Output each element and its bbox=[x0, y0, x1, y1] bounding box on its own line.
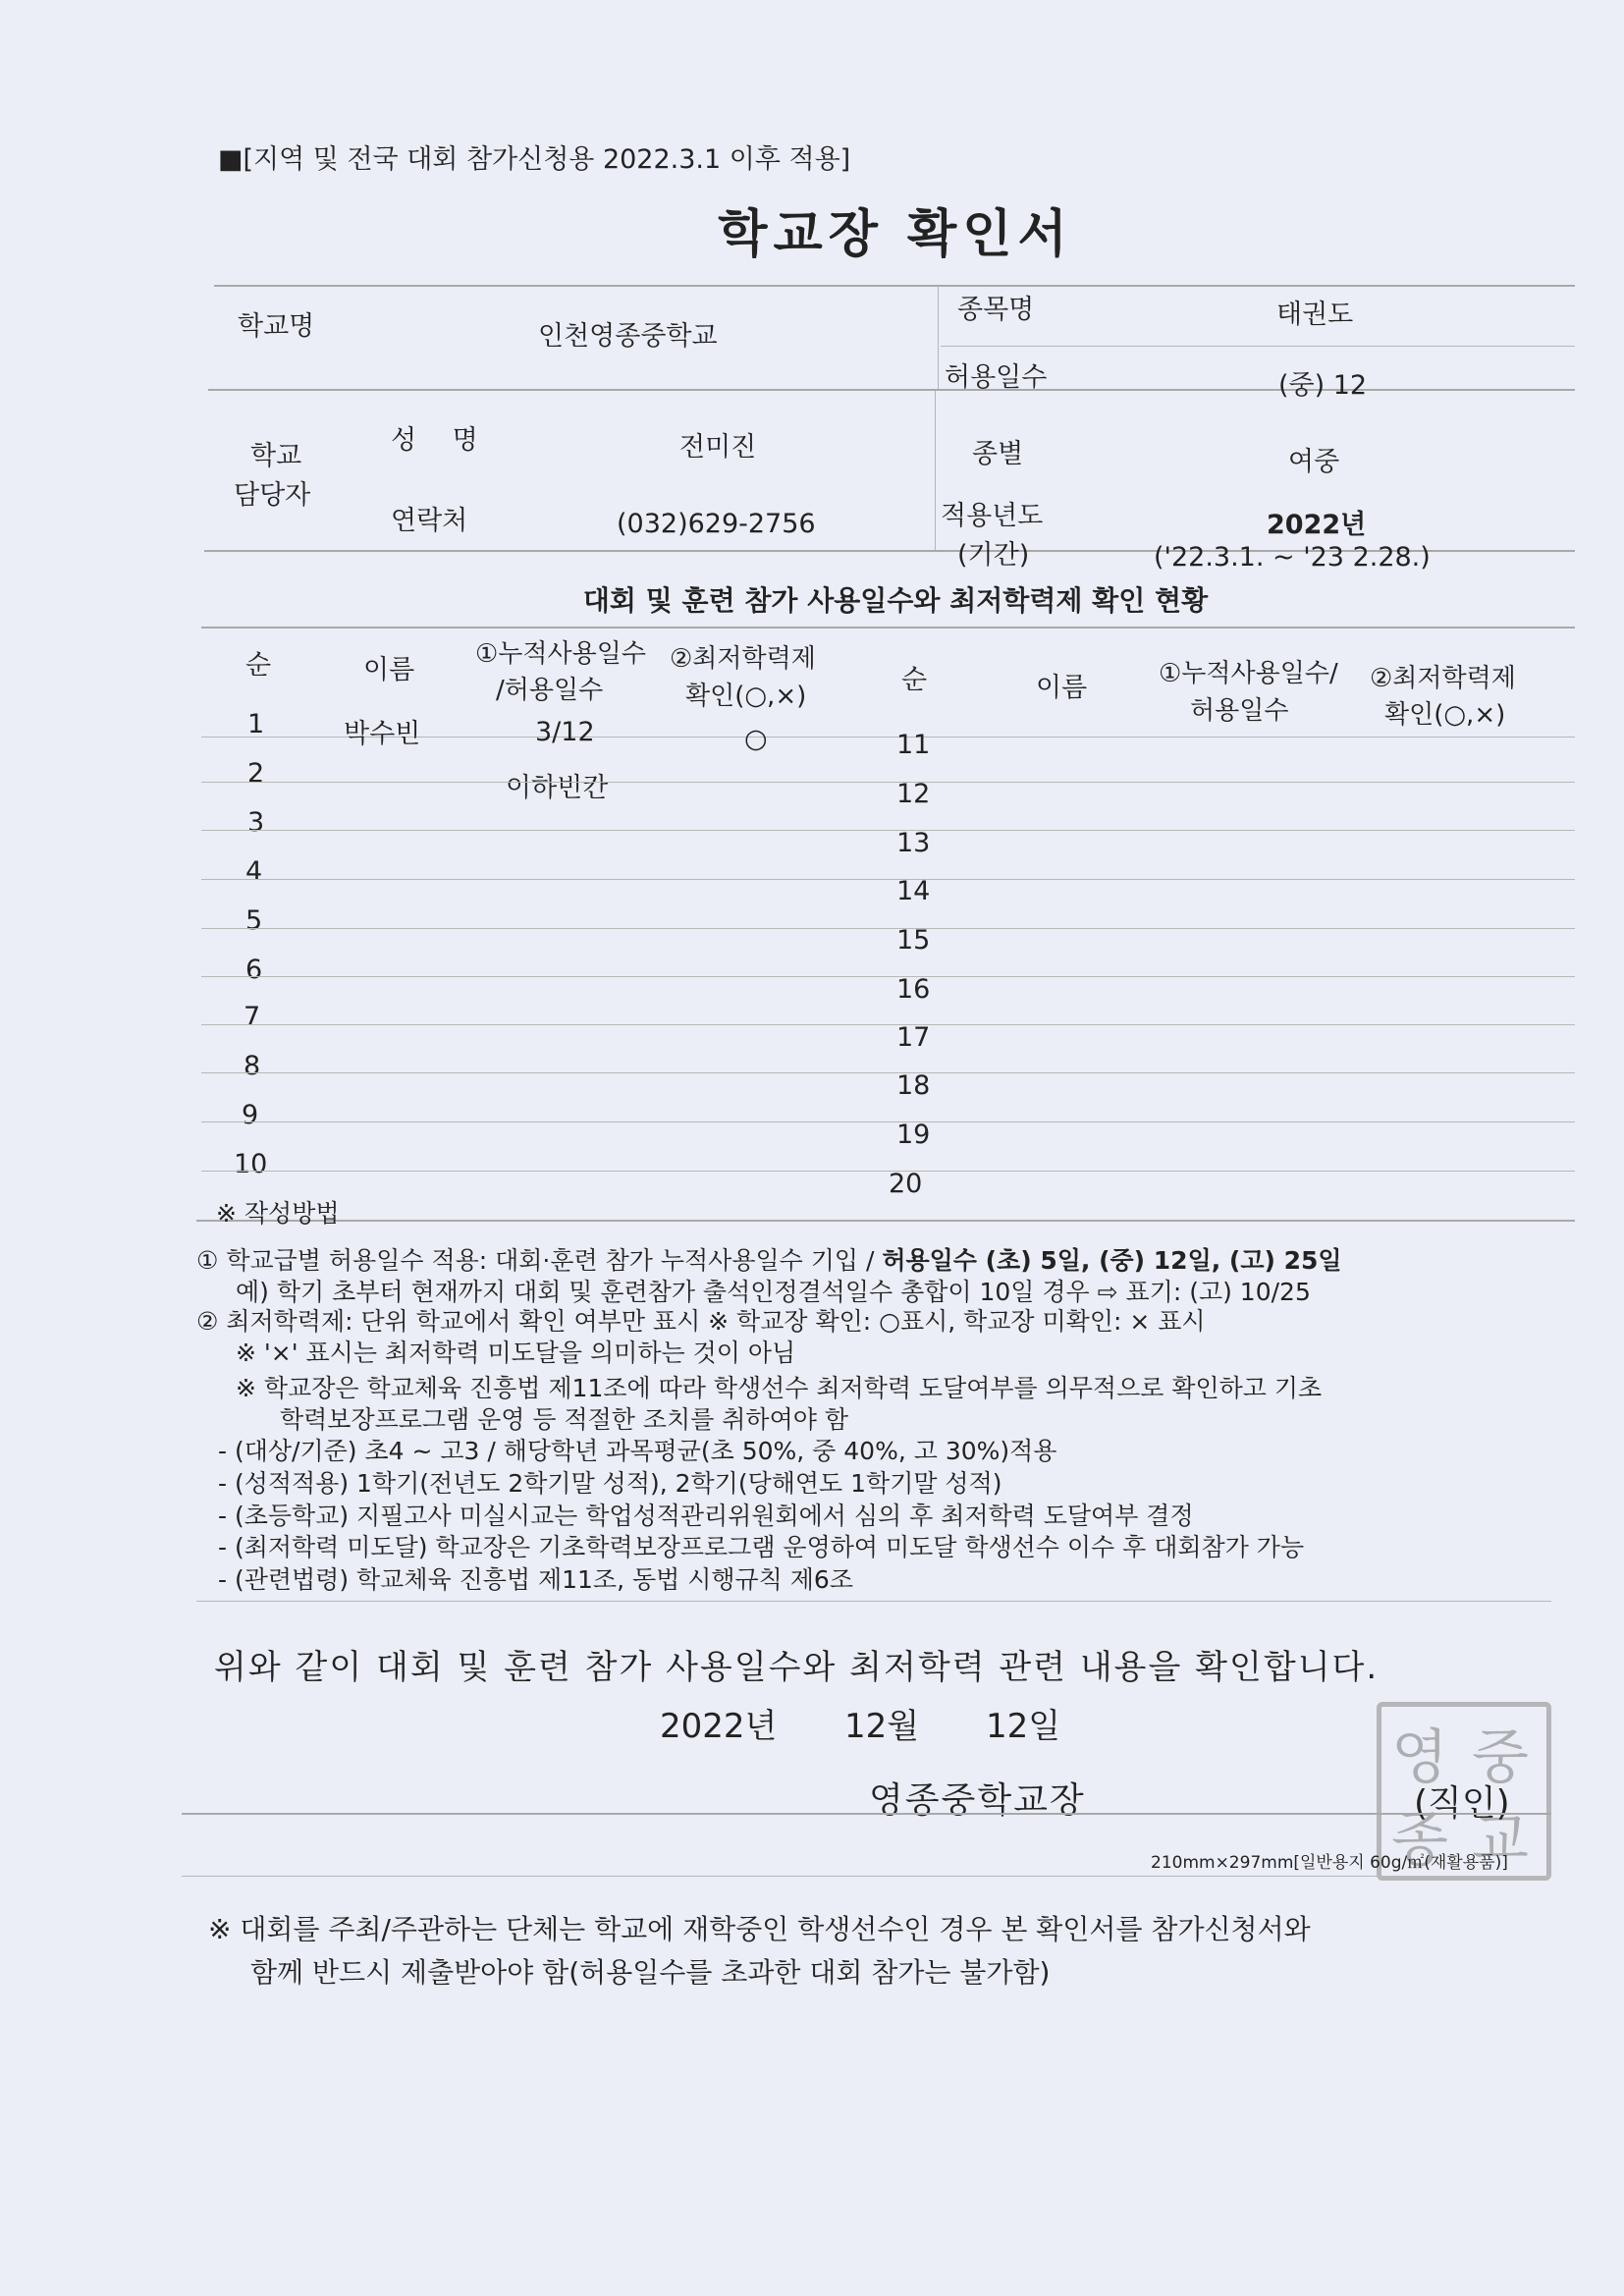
row-days: 3/12 bbox=[535, 717, 595, 747]
paper-spec: 210mm×297mm[일반용지 60g/㎡(재활용품)] bbox=[1151, 1853, 1508, 1873]
header-check-2: 확인(○,×) bbox=[685, 682, 807, 711]
divider bbox=[196, 1220, 1575, 1222]
footer-line: 함께 반드시 제출받아야 함(허용일수를 초과한 대회 참가는 불가함) bbox=[250, 1956, 1051, 1989]
year-label-1: 적용년도 bbox=[941, 501, 1044, 531]
notes-line: ② 최저학력제: 단위 학교에서 확인 여부만 표시 ※ 학교장 확인: ○표시, 학교장 미확인: × 표시 bbox=[196, 1307, 1206, 1336]
category-label: 종별 bbox=[972, 439, 1024, 469]
footer-line: ※ 대회를 주최/주관하는 단체는 학교에 재학중인 학생선수인 경우 본 확인서를 참가신청서와 bbox=[208, 1913, 1311, 1945]
divider bbox=[201, 830, 1575, 831]
header-days-right-1: ①누적사용일수/ bbox=[1159, 659, 1338, 688]
row-no: 7 bbox=[244, 1002, 261, 1032]
contact-label-1: 학교 bbox=[250, 441, 302, 471]
notes-line: ※ 학교장은 학교체육 진흥법 제11조에 따라 학생선수 최저학력 도달여부를 의무적으로 확인하고 기초 bbox=[236, 1374, 1323, 1402]
row-no-right: 12 bbox=[896, 779, 931, 809]
notes-line: - (최저학력 미도달) 학교장은 기초학력보장프로그램 운영하여 미도달 학생선수 이수 후 대회참가 가능 bbox=[218, 1533, 1305, 1561]
notes-line: - (대상/기준) 초4 ~ 고3 / 해당학년 과목평균(초 50%, 중 40%, 고 30%)적용 bbox=[218, 1437, 1057, 1465]
row-no-right: 11 bbox=[896, 730, 931, 760]
notes-line-prefix: ① 학교급별 허용일수 적용: 대회·훈련 참가 누적사용일수 기입 / bbox=[196, 1246, 883, 1275]
sport-value: 태권도 bbox=[1276, 300, 1354, 330]
divider bbox=[208, 389, 1575, 391]
school-seal-stamp: 영 중 종 교 bbox=[1377, 1702, 1551, 1881]
row-no: 3 bbox=[247, 807, 265, 838]
divider bbox=[201, 1024, 1575, 1025]
contact-label-2: 담당자 bbox=[234, 480, 311, 511]
row-no-right: 15 bbox=[896, 925, 931, 956]
row-no-right: 18 bbox=[896, 1070, 931, 1101]
school-value: 인천영종중학교 bbox=[538, 321, 718, 352]
divider bbox=[182, 1813, 1551, 1815]
date-year: 2022년 bbox=[660, 1707, 778, 1746]
date-month: 12월 bbox=[844, 1707, 920, 1746]
divider bbox=[182, 1876, 1551, 1877]
notes-line: 예) 학기 초부터 현재까지 대회 및 훈련참가 출석인정결석일수 총합이 10일 경우 ⇨ 표기: (고) 10/25 bbox=[236, 1278, 1311, 1306]
notes-line bbox=[196, 1245, 1342, 1276]
divider bbox=[214, 285, 1575, 287]
divider bbox=[201, 879, 1575, 880]
header-days-2: /허용일수 bbox=[496, 676, 604, 705]
divider bbox=[938, 287, 939, 389]
divider bbox=[196, 1601, 1551, 1602]
allowed-days-label: 허용일수 bbox=[945, 362, 1048, 393]
row-no: 1 bbox=[247, 709, 265, 739]
notes-line: - (성적적용) 1학기(전년도 2학기말 성적), 2학기(당해연도 1학기말 성적) bbox=[218, 1469, 1002, 1498]
row-no-right: 13 bbox=[896, 828, 931, 858]
row-no: 10 bbox=[234, 1149, 268, 1179]
school-label: 학교명 bbox=[238, 311, 315, 342]
phone-value: (032)629-2756 bbox=[617, 509, 816, 539]
notes-line: - (관련법령) 학교체육 진흥법 제11조, 동법 시행규칙 제6조 bbox=[218, 1565, 853, 1594]
divider bbox=[201, 928, 1575, 929]
divider bbox=[201, 1121, 1575, 1122]
header-no-right: 순 bbox=[901, 665, 928, 695]
row-no: 2 bbox=[247, 758, 265, 789]
row-days: 이하빈칸 bbox=[506, 773, 609, 803]
row-no-right: 20 bbox=[889, 1169, 923, 1199]
principal-title: 영종중학교장 bbox=[869, 1780, 1086, 1821]
row-no: 9 bbox=[242, 1100, 259, 1130]
year-label-2: (기간) bbox=[957, 540, 1030, 571]
row-no: 4 bbox=[245, 856, 263, 887]
notes-line: ※ '×' 표시는 최저학력 미도달을 의미하는 것이 아님 bbox=[236, 1339, 796, 1367]
row-check: ○ bbox=[744, 724, 768, 754]
row-no: 5 bbox=[245, 905, 263, 936]
notes-heading: ※ 작성방법 bbox=[216, 1199, 340, 1228]
row-name: 박수빈 bbox=[344, 719, 421, 749]
name-label: 성 명 bbox=[391, 425, 492, 456]
notes-line-bold: 허용일수 (초) 5일, (중) 12일, (고) 25일 bbox=[882, 1246, 1342, 1275]
row-no-right: 17 bbox=[896, 1022, 931, 1053]
seal-label: (직인) bbox=[1414, 1783, 1510, 1824]
divider bbox=[201, 782, 1575, 783]
year-value: 2022년 bbox=[1267, 510, 1367, 540]
period-value: ('22.3.1. ~ '23 2.28.) bbox=[1154, 542, 1431, 573]
header-check-1: ②최저학력제 bbox=[670, 644, 816, 674]
phone-label: 연락처 bbox=[391, 506, 468, 536]
notes-line: - (초등학교) 지필고사 미실시교는 학업성적관리위원회에서 심의 후 최저학력 도달여부 결정 bbox=[218, 1502, 1194, 1530]
header-note: ■[지역 및 전국 대회 참가신청용 2022.3.1 이후 적용] bbox=[218, 144, 851, 175]
header-name-right: 이름 bbox=[1036, 673, 1088, 703]
divider bbox=[201, 976, 1575, 977]
header-name: 이름 bbox=[363, 655, 415, 685]
header-days-right-2: 허용일수 bbox=[1190, 696, 1289, 726]
divider bbox=[935, 391, 936, 550]
confirmation-statement: 위와 같이 대회 및 훈련 참가 사용일수와 최저학력 관련 내용을 확인합니다. bbox=[214, 1648, 1380, 1687]
table-title: 대회 및 훈련 참가 사용일수와 최저학력제 확인 현황 bbox=[582, 584, 1209, 617]
name-value: 전미진 bbox=[679, 432, 757, 463]
page-title: 학교장 확인서 bbox=[718, 205, 1073, 264]
divider bbox=[201, 1171, 1575, 1172]
row-no: 8 bbox=[244, 1051, 261, 1081]
divider bbox=[941, 346, 1575, 347]
header-check-right-2: 확인(○,×) bbox=[1384, 700, 1506, 730]
row-no-right: 16 bbox=[896, 974, 931, 1005]
notes-line: 학력보장프로그램 운영 등 적절한 조치를 취하여야 함 bbox=[280, 1405, 848, 1434]
row-no-right: 14 bbox=[896, 876, 931, 906]
allowed-days-value: (중) 12 bbox=[1278, 370, 1368, 401]
date-day: 12일 bbox=[986, 1707, 1061, 1746]
sport-label: 종목명 bbox=[957, 295, 1035, 325]
header-days-1: ①누적사용일수 bbox=[475, 639, 647, 669]
category-value: 여중 bbox=[1288, 447, 1340, 477]
row-no-right: 19 bbox=[896, 1120, 931, 1150]
divider bbox=[201, 627, 1575, 629]
header-check-right-1: ②최저학력제 bbox=[1370, 664, 1516, 693]
header-no: 순 bbox=[245, 650, 272, 681]
row-no: 6 bbox=[245, 955, 263, 985]
divider bbox=[201, 1072, 1575, 1073]
